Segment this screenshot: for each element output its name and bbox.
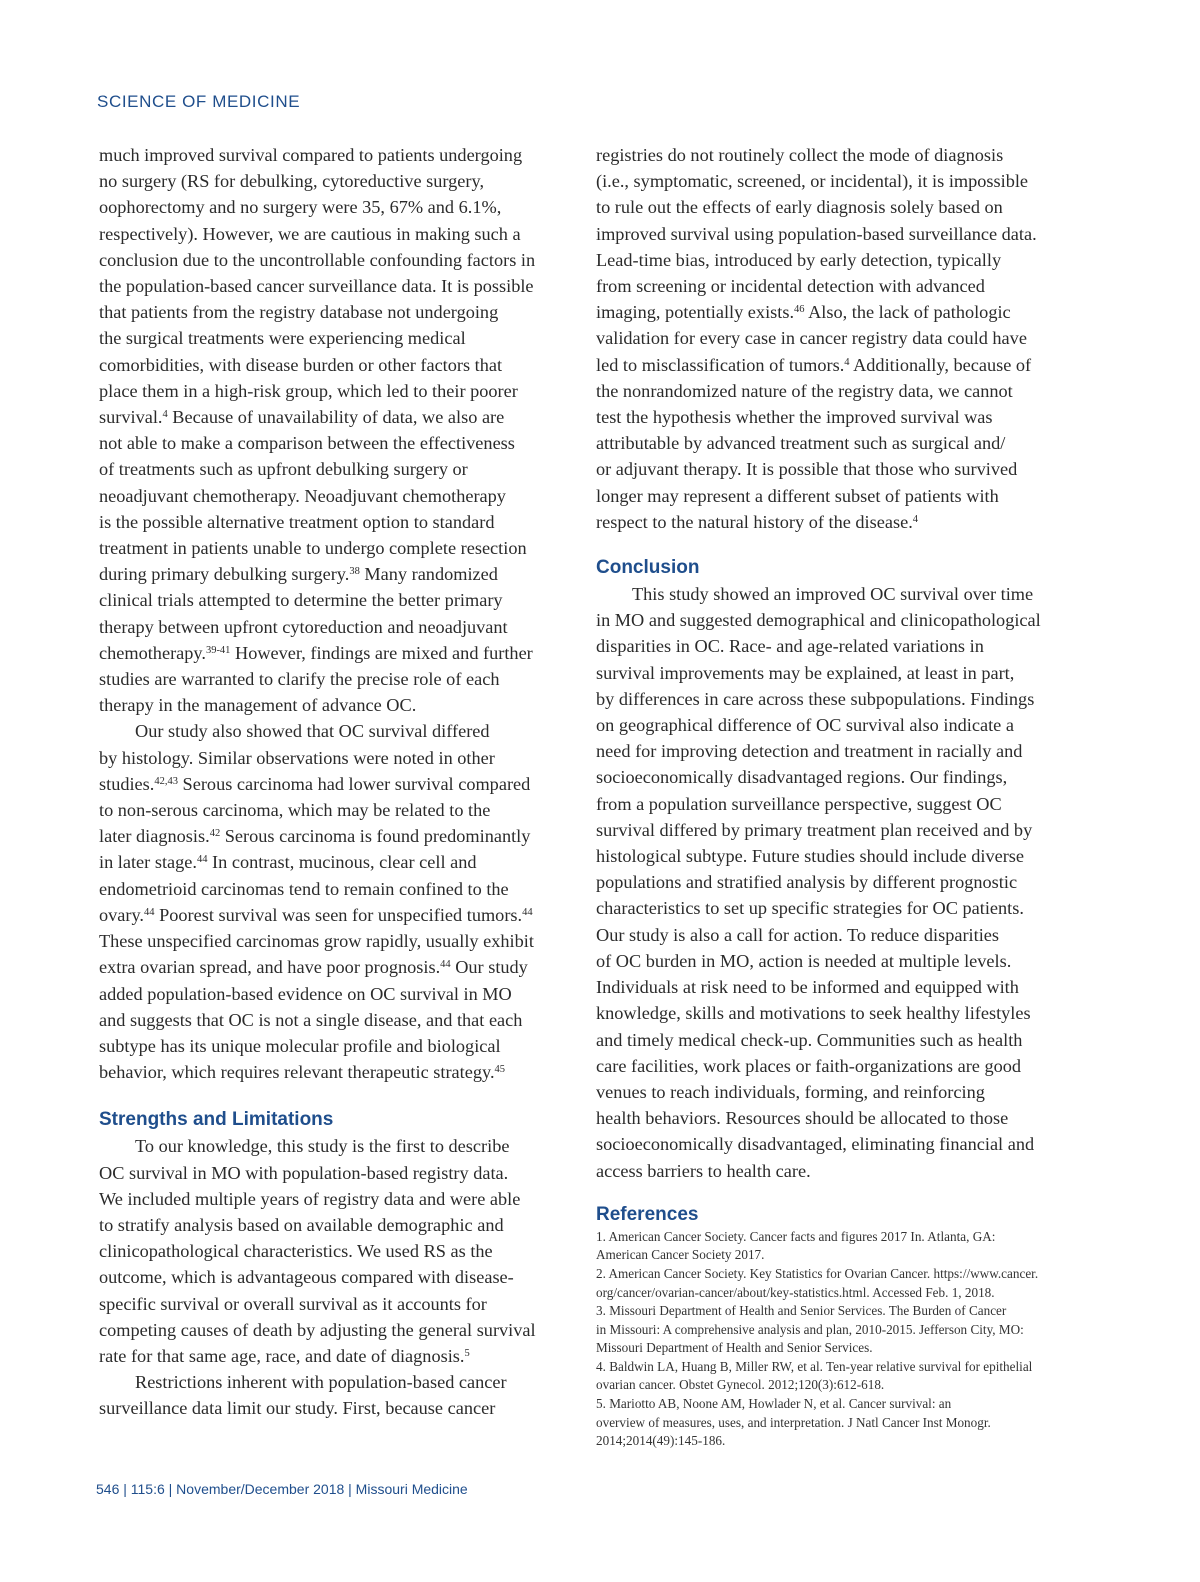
text-line: surveillance data limit our study. First, because cancer [99, 1398, 496, 1419]
reference-item [596, 1302, 1070, 1358]
text-line [99, 902, 573, 928]
text-line: competing causes of death by adjusting the general survival [99, 1319, 536, 1340]
text-line [99, 1059, 573, 1085]
text-fragment: Also, the lack of pathologic [804, 302, 1011, 323]
text-line: the surgical treatments were experiencing medical [99, 328, 466, 349]
text-line: and timely medical check-up. Communities such as health [596, 1029, 1023, 1050]
text-fragment: chemotherapy. [99, 642, 206, 663]
text-line: outcome, which is advantageous compared with disease- [99, 1267, 514, 1288]
text-line: To our knowledge, this study is the first to describe [135, 1136, 510, 1157]
reference-line: American Cancer Society 2017. [596, 1247, 765, 1263]
text-fragment: led to misclassification of tumors. [596, 354, 845, 375]
text-line: comorbidities, with disease burden or other factors that [99, 354, 503, 375]
text-line: (i.e., symptomatic, screened, or incidental), it is impossible [596, 171, 1029, 192]
text-line: access barriers to health care. [596, 1160, 811, 1181]
citation-superscript: 44 [144, 906, 155, 918]
text-fragment: respect to the natural history of the disease. [596, 511, 913, 532]
right-column [596, 142, 1070, 1451]
text-line: clinicopathological characteristics. We used RS as the [99, 1241, 493, 1262]
text-line: knowledge, skills and motivations to seek healthy lifestyles [596, 1003, 1031, 1024]
text-line: clinical trials attempted to determine the better primary [99, 590, 503, 611]
text-line: longer may represent a different subset of patients with [596, 485, 999, 506]
citation-superscript: 39-41 [205, 644, 231, 656]
left-column [99, 142, 573, 1422]
text-line: survival differed by primary treatment plan received and by [596, 819, 1033, 840]
references-list [596, 1228, 1070, 1451]
text-fragment: Poorest survival was seen for unspecified tumors. [154, 904, 523, 925]
text-line: by histology. Similar observations were noted in other [99, 747, 495, 768]
text-line: This study showed an improved OC survival over time [632, 584, 1034, 605]
text-line [99, 823, 573, 849]
text-fragment: in later stage. [99, 852, 197, 873]
text-line: endometrioid carcinomas tend to remain confined to the [99, 878, 509, 899]
citation-superscript: 44 [196, 854, 208, 866]
text-line: OC survival in MO with population-based registry data. [99, 1162, 509, 1183]
text-line: from screening or incidental detection with advanced [596, 276, 985, 297]
text-fragment: during primary debulking surgery. [99, 564, 350, 585]
citation-superscript: 5 [464, 1347, 470, 1359]
text-fragment: In contrast, mucinous, clear cell and [207, 852, 477, 873]
text-line: specific survival or overall survival as it accounts for [99, 1293, 487, 1314]
reference-line: overview of measures, uses, and interpretation. J Natl Cancer Inst Monogr. [596, 1414, 991, 1430]
text-line [99, 640, 573, 666]
text-line: attributable by advanced treatment such as surgical and/ [596, 433, 1006, 454]
text-line [99, 561, 573, 587]
text-fragment: rate for that same age, race, and date of diagnosis. [99, 1345, 465, 1366]
citation-superscript: 38 [349, 566, 360, 578]
reference-item [596, 1265, 1070, 1302]
text-line [99, 771, 573, 797]
citation-superscript: 42,43 [154, 775, 178, 787]
citation-superscript: 44 [440, 959, 451, 971]
reference-line: 3. Missouri Department of Health and Senior Services. The Burden of Cancer [596, 1303, 1007, 1319]
text-line: Our study is also a call for action. To reduce disparities [596, 924, 999, 945]
text-line: the nonrandomized nature of the registry data, we cannot [596, 380, 1013, 401]
text-line: subtype has its unique molecular profile and biological [99, 1035, 501, 1056]
text-line: Restrictions inherent with population-based cancer [135, 1372, 507, 1393]
reference-item [596, 1358, 1070, 1395]
text-fragment: extra ovarian spread, and have poor prognosis. [99, 957, 441, 978]
text-line: populations and stratified analysis by different prognostic [596, 872, 1018, 893]
reference-line: 2. American Cancer Society. Key Statistics for Ovarian Cancer. https://www.cancer. [596, 1265, 1039, 1281]
text-line: characteristics to set up specific strategies for OC patients. [596, 898, 1024, 919]
text-fragment: behavior, which requires relevant therapeutic strategy. [99, 1062, 495, 1083]
text-line: need for improving detection and treatment in racially and [596, 741, 1023, 762]
text-fragment: imaging, potentially exists. [596, 302, 795, 323]
reference-line: org/cancer/ovarian-cancer/about/key-statistics.html. Accessed Feb. 1, 2018. [596, 1284, 995, 1300]
text-line: place them in a high-risk group, which led to their poorer [99, 380, 518, 401]
text-line: the population-based cancer surveillance data. It is possible [99, 276, 534, 297]
text-line [596, 299, 1070, 325]
conclusion-paragraph [596, 581, 1070, 1184]
text-fragment: ovary. [99, 904, 145, 925]
text-line: of OC burden in MO, action is needed at multiple levels. [596, 950, 1012, 971]
text-line: improved survival using population-based surveillance data. [596, 223, 1037, 244]
citation-superscript: 4 [162, 409, 168, 421]
conclusion-heading: Conclusion [596, 557, 700, 579]
text-line: by differences in care across these subpopulations. Findings [596, 688, 1035, 709]
text-line: in MO and suggested demographical and clinicopathological [596, 610, 1041, 631]
reference-line: Missouri Department of Health and Senior Services. [596, 1340, 873, 1356]
text-line: treatment in patients unable to undergo complete resection [99, 538, 527, 559]
page-footer: 546 | 115:6 | November/December 2018 | Missouri Medicine [96, 1481, 468, 1497]
text-line: oophorectomy and no surgery were 35, 67% and 6.1%, [99, 197, 502, 218]
text-line: of treatments such as upfront debulking surgery or [99, 459, 468, 480]
text-line: therapy in the management of advance OC. [99, 695, 417, 716]
text-fragment: Because of unavailability of data, we also are [167, 407, 505, 428]
left-paragraph-4 [99, 1369, 573, 1421]
text-line: disparities in OC. Race- and age-related variations in [596, 636, 984, 657]
text-fragment: Many randomized [359, 564, 498, 585]
text-fragment: Additionally, because of [849, 354, 1032, 375]
text-line [99, 954, 573, 980]
text-fragment: Serous carcinoma is found predominantly [220, 826, 531, 847]
text-line: or adjuvant therapy. It is possible that those who survived [596, 459, 1018, 480]
text-line: not able to make a comparison between the effectiveness [99, 433, 515, 454]
text-line: neoadjuvant chemotherapy. Neoadjuvant chemotherapy [99, 485, 506, 506]
text-line [596, 352, 1070, 378]
text-fragment: However, findings are mixed and further [230, 642, 533, 663]
text-fragment: survival. [99, 407, 163, 428]
text-line: These unspecified carcinomas grow rapidly, usually exhibit [99, 931, 534, 952]
text-line: conclusion due to the uncontrollable confounding factors in [99, 249, 536, 270]
text-line: care facilities, work places or faith-organizations are good [596, 1055, 1022, 1076]
text-line: to rule out the effects of early diagnosis solely based on [596, 197, 1003, 218]
reference-line: in Missouri: A comprehensive analysis and plan, 2010-2015. Jefferson City, MO: [596, 1321, 1024, 1337]
text-line: much improved survival compared to patients undergoing [99, 145, 523, 165]
text-fragment: Serous carcinoma had lower survival compared [177, 773, 531, 794]
citation-superscript: 44 [522, 906, 533, 918]
text-line: is the possible alternative treatment option to standard [99, 511, 495, 532]
text-line: Our study also showed that OC survival differed [135, 721, 490, 742]
text-line: Individuals at risk need to be informed and equipped with [596, 977, 1019, 998]
text-line: test the hypothesis whether the improved survival was [596, 407, 993, 428]
text-line: survival improvements may be explained, at least in part, [596, 662, 1015, 683]
text-line: and suggests that OC is not a single disease, and that each [99, 1009, 523, 1030]
text-line [99, 849, 573, 875]
citation-superscript: 4 [844, 356, 850, 368]
reference-item [596, 1228, 1070, 1265]
text-line: We included multiple years of registry data and were able [99, 1188, 521, 1209]
right-paragraph-1 [596, 142, 1070, 535]
text-line: from a population surveillance perspective, suggest OC [596, 793, 1002, 814]
text-line: therapy between upfront cytoreduction and neoadjuvant [99, 616, 508, 637]
left-paragraph-3 [99, 1133, 573, 1369]
text-line: on geographical difference of OC survival also indicate a [596, 715, 1014, 736]
text-line: studies are warranted to clarify the precise role of each [99, 669, 500, 690]
text-line: no surgery (RS for debulking, cytoreductive surgery, [99, 171, 485, 192]
text-line: registries do not routinely collect the mode of diagnosis [596, 145, 1004, 165]
text-line [99, 1343, 573, 1369]
citation-superscript: 45 [494, 1064, 506, 1076]
reference-item [596, 1395, 1070, 1451]
text-line: validation for every case in cancer registry data could have [596, 328, 1027, 349]
text-fragment: Our study [450, 957, 528, 978]
references-heading: References [596, 1203, 699, 1225]
reference-line: 1. American Cancer Society. Cancer facts and figures 2017 In. Atlanta, GA: [596, 1228, 996, 1244]
text-line: socioeconomically disadvantaged regions. Our findings, [596, 767, 1008, 788]
citation-superscript: 46 [794, 304, 805, 316]
text-line: respectively). However, we are cautious in making such a [99, 223, 521, 244]
reference-line: 5. Mariotto AB, Noone AM, Howlader N, et al. Cancer survival: an [596, 1396, 952, 1412]
text-fragment: later diagnosis. [99, 826, 210, 847]
text-line [596, 509, 1070, 535]
text-line: to stratify analysis based on available demographic and [99, 1214, 504, 1235]
text-line: histological subtype. Future studies should include diverse [596, 846, 1025, 867]
text-line: to non-serous carcinoma, which may be related to the [99, 800, 491, 821]
citation-superscript: 42 [209, 828, 221, 840]
section-label: SCIENCE OF MEDICINE [97, 92, 301, 111]
reference-line: 2014;2014(49):145-186. [596, 1433, 726, 1449]
text-line: socioeconomically disadvantaged, eliminating financial and [596, 1134, 1035, 1155]
text-line: health behaviors. Resources should be allocated to those [596, 1108, 1009, 1129]
text-line [99, 404, 573, 430]
reference-line: 4. Baldwin LA, Huang B, Miller RW, et al. Ten-year relative survival for epithelial [596, 1358, 1033, 1374]
text-line: Lead-time bias, introduced by early detection, typically [596, 249, 1002, 270]
left-paragraph-2 [99, 718, 573, 1085]
text-line: added population-based evidence on OC survival in MO [99, 983, 512, 1004]
strengths-heading: Strengths and Limitations [99, 1109, 334, 1131]
text-line: that patients from the registry database not undergoing [99, 302, 499, 323]
text-fragment: studies. [99, 773, 155, 794]
left-paragraph-1 [99, 142, 573, 718]
citation-superscript: 4 [912, 513, 919, 525]
reference-line: ovarian cancer. Obstet Gynecol. 2012;120(3):612-618. [596, 1377, 885, 1393]
text-line: venues to reach individuals, forming, and reinforcing [596, 1081, 985, 1102]
